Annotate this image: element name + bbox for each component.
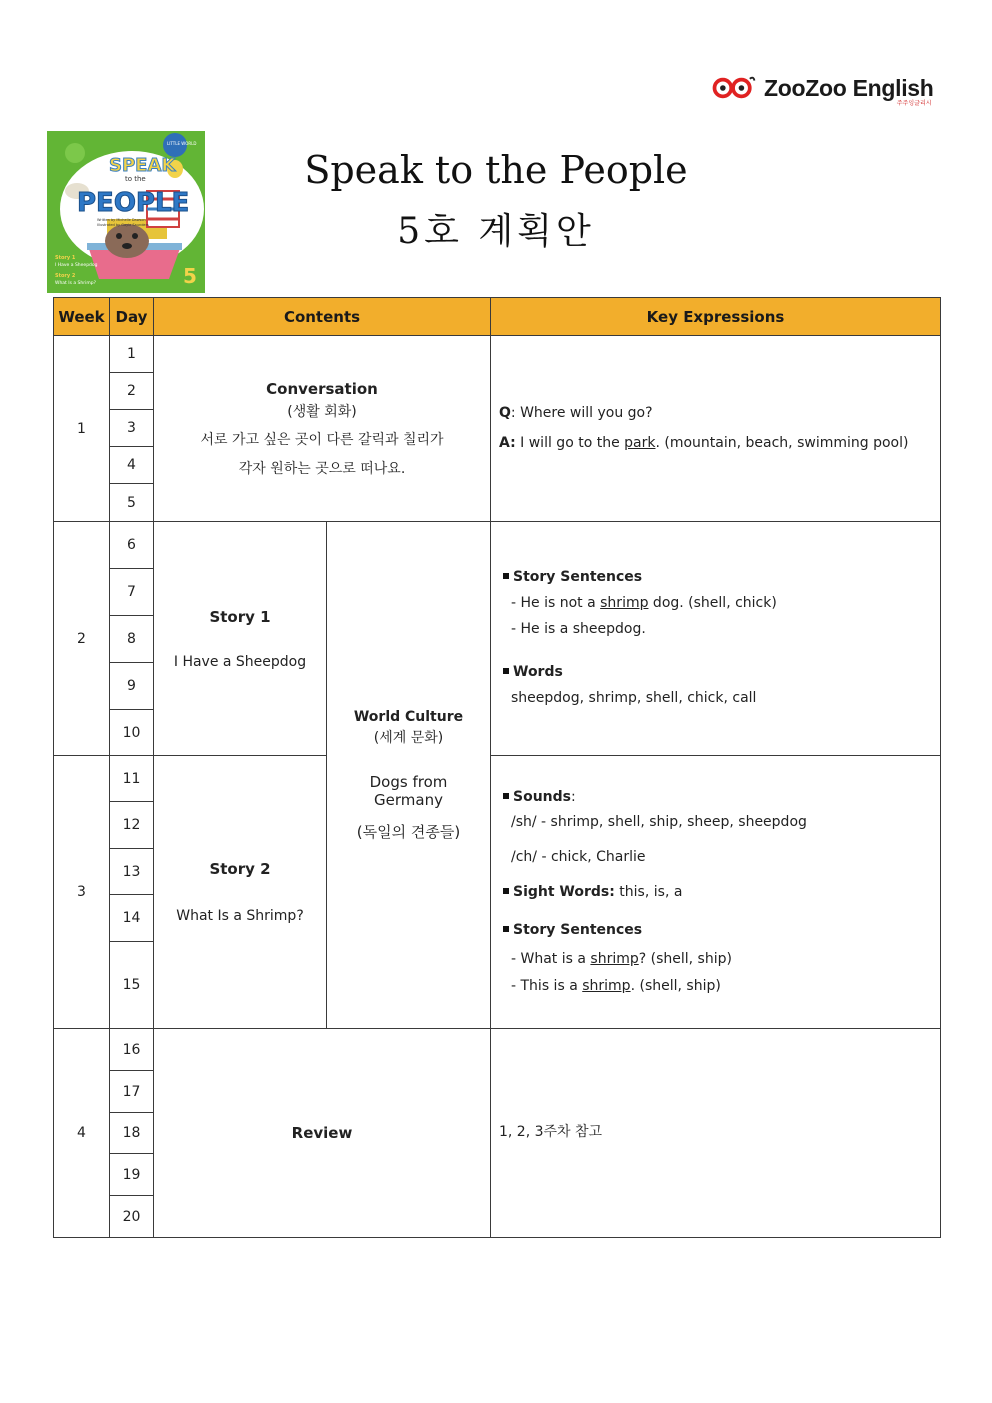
cover-credits-2: Illustrated by Gayle Saunders: [97, 223, 149, 227]
story-sentences-head: Story Sentences: [513, 569, 643, 585]
day-cell: 3: [109, 409, 154, 447]
sight-words: this, is, a: [614, 884, 683, 901]
day-cell: 10: [109, 709, 154, 756]
sight-words-head: Sight Words:: [513, 884, 615, 901]
cover-number: 5: [183, 264, 197, 288]
cover-story1-title: I Have a Sheepdog: [55, 263, 98, 268]
bullet-square-icon: [503, 888, 509, 894]
bullet-square-icon: [503, 793, 509, 799]
header-day: Day: [109, 297, 154, 336]
day-cell: 17: [109, 1070, 154, 1113]
sentence-1-underlined: shrimp: [600, 594, 649, 611]
world-culture-line-2: Germany: [374, 790, 443, 809]
story1-cell: [153, 521, 327, 756]
day-cell: 7: [109, 568, 154, 616]
cover-title-top: SPEAK: [109, 155, 176, 176]
sounds-sh-line: /sh/ - shrimp, shell, ship, sheep, sheepdog: [511, 814, 807, 831]
story2-name: What Is a Shrimp?: [176, 908, 304, 924]
words-list: sheepdog, shrimp, shell, chick, call: [511, 690, 757, 707]
words-head: Words: [513, 664, 563, 681]
week-1: 1: [53, 335, 110, 522]
day-cell: 18: [109, 1112, 154, 1154]
week2-key-expressions: [490, 521, 941, 756]
conversation-title: Conversation: [266, 379, 378, 398]
sounds-colon: :: [571, 789, 576, 806]
a-post: . (mountain, beach, swimming pool): [655, 434, 909, 451]
week4-key-expressions: [490, 1028, 941, 1238]
bullet-square-icon: [503, 573, 509, 579]
day-cell: 8: [109, 615, 154, 663]
conversation-cell: [153, 335, 491, 522]
story2-title: Story 2: [209, 860, 271, 878]
sounds-head: Sounds: [513, 789, 571, 806]
review-cell: [153, 1028, 491, 1238]
world-culture-title: World Culture: [353, 708, 464, 725]
sentence-1-post: dog. (shell, chick): [648, 594, 777, 611]
cover-credits-1: Written by Michelle Dawson: [97, 218, 146, 222]
cover-title-main: PEOPLE: [77, 188, 190, 218]
conversation-subtitle: (생활 회화): [287, 403, 357, 420]
week4-reference: 1, 2, 3주차 참고: [499, 1124, 603, 1141]
week3-key-expressions: [490, 755, 941, 1029]
header-key-expressions: Key Expressions: [490, 297, 941, 336]
day-cell: 9: [109, 662, 154, 710]
brand-logo: [712, 72, 934, 107]
day-cell: 15: [109, 941, 154, 1029]
brand-name: ZooZoo English: [764, 74, 934, 101]
day-cell: 5: [109, 483, 154, 522]
page-subtitle: 5호 계획안: [397, 211, 595, 252]
sentence-2: - He is a sheepdog.: [511, 620, 646, 637]
world-culture-cell: [326, 521, 491, 1029]
day-cell: 6: [109, 521, 154, 569]
sentence-1-pre: - He is not a: [511, 594, 601, 611]
day-cell: 4: [109, 446, 154, 484]
bullet-square-icon: [503, 668, 509, 674]
story1-title: Story 1: [209, 607, 271, 626]
cover-badge: LITTLE WORLD: [167, 141, 197, 146]
header-week: Week: [53, 297, 110, 336]
a-label: A:: [499, 434, 516, 451]
plan-table: [54, 298, 941, 1239]
bullet-square-icon: [503, 926, 509, 932]
q-label: Q: [499, 405, 511, 422]
sentence-2-post: . (shell, ship): [630, 977, 721, 994]
day-cell: 13: [109, 848, 154, 895]
cover-story2-title: What Is a Shrimp?: [55, 281, 96, 286]
sentence-1-pre: - What is a: [511, 950, 591, 967]
a-underlined: park: [624, 434, 656, 451]
day-cell: 2: [109, 372, 154, 410]
story1-name: I Have a Sheepdog: [173, 653, 307, 670]
sentence-1-underlined: shrimp: [590, 950, 639, 967]
week-4: 4: [53, 1028, 110, 1238]
brand-subtitle: 주주잉글리시: [896, 100, 932, 107]
q-text: : Where will you go?: [510, 405, 653, 422]
world-culture-line-3: (독일의 견종들): [356, 822, 461, 841]
day-cell: 11: [109, 755, 154, 802]
zoozoo-logo-icon: [712, 75, 756, 101]
day-cell: 12: [109, 801, 154, 849]
world-culture-subtitle: (세계 문화): [373, 729, 444, 746]
cover-story1-label: Story 1: [55, 255, 76, 261]
a-pre: I will go to the: [515, 434, 625, 451]
page-title: Speak to the People: [304, 148, 688, 192]
world-culture-line-1: Dogs from: [369, 772, 448, 791]
day-cell: 16: [109, 1028, 154, 1071]
week-3: 3: [53, 755, 110, 1029]
sentence-2-underlined: shrimp: [582, 977, 631, 994]
story-sentences-head: Story Sentences: [513, 921, 643, 938]
week-2: 2: [53, 521, 110, 756]
cover-title-small: to the: [125, 175, 146, 183]
conversation-desc-1: 서로 가고 싶은 곳이 다른 갈릭과 칠리가: [200, 431, 444, 448]
sentence-2-pre: - This is a: [511, 977, 583, 994]
sentence-1-post: ? (shell, ship): [638, 950, 732, 967]
week1-key-expressions: [490, 335, 941, 522]
conversation-desc-2: 각자 원하는 곳으로 떠나요.: [238, 460, 406, 477]
sounds-ch-line: /ch/ - chick, Charlie: [511, 849, 646, 866]
day-cell: 19: [109, 1153, 154, 1196]
day-cell: 14: [109, 894, 154, 942]
day-cell: 20: [109, 1195, 154, 1238]
header-contents: Contents: [153, 297, 491, 336]
cover-story2-label: Story 2: [55, 273, 76, 279]
review-label: Review: [291, 1124, 353, 1142]
day-cell: 1: [109, 335, 154, 373]
story2-cell: [153, 755, 327, 1029]
